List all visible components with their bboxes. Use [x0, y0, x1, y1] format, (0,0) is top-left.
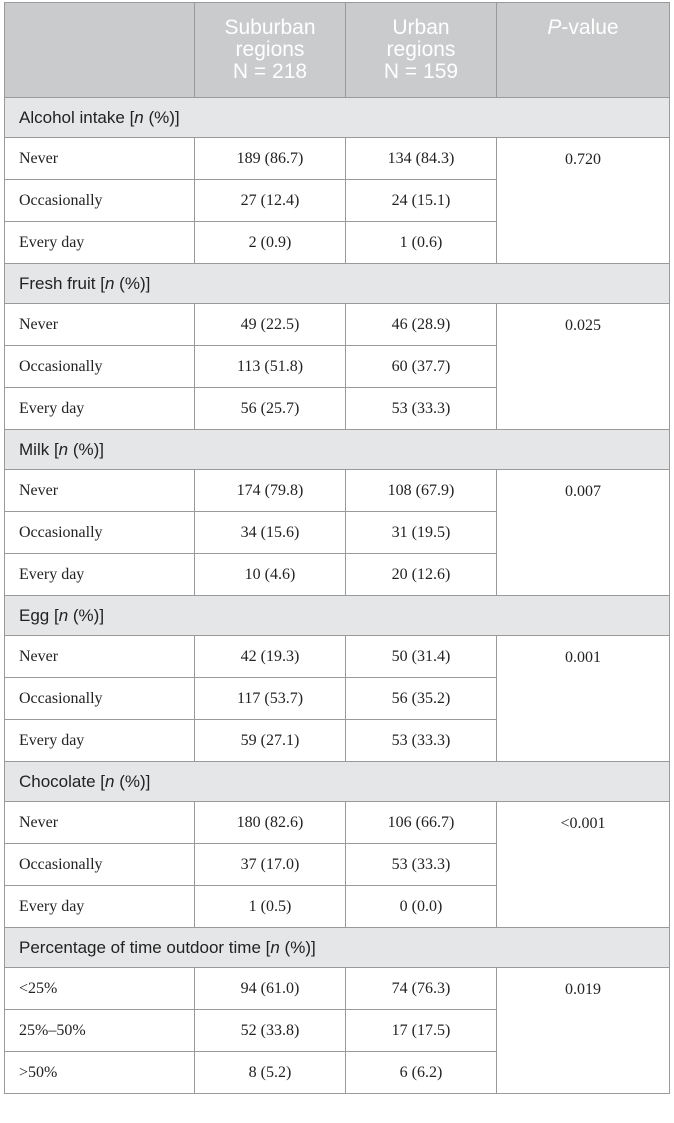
p-value: <0.001: [497, 802, 670, 928]
urban-value: 106 (66.7): [346, 802, 497, 844]
suburban-value: 52 (33.8): [195, 1010, 346, 1052]
urban-value: 60 (37.7): [346, 346, 497, 388]
table-row: [5, 968, 670, 1010]
header-suburban-line1: Suburban: [224, 16, 316, 39]
data-table: [4, 2, 670, 1094]
section-title-unit: (%)]: [143, 107, 180, 127]
urban-value: 1 (0.6): [346, 222, 497, 264]
suburban-value: 94 (61.0): [195, 968, 346, 1010]
section-row: [5, 430, 670, 470]
suburban-value: 10 (4.6): [195, 554, 346, 596]
section-title-text: Egg [: [19, 605, 59, 625]
section-title-n: n: [58, 605, 69, 625]
suburban-value: 34 (15.6): [195, 512, 346, 554]
suburban-value: 56 (25.7): [195, 388, 346, 430]
section-title-unit: (%)]: [114, 273, 151, 293]
header-p-rest: -value: [561, 16, 619, 39]
header-urban-line2: regions: [386, 38, 456, 61]
suburban-value: 27 (12.4): [195, 180, 346, 222]
table-row: [5, 636, 670, 678]
urban-value: 0 (0.0): [346, 886, 497, 928]
p-value: 0.007: [497, 470, 670, 596]
section-title: [5, 596, 670, 636]
row-label: Never: [5, 304, 195, 346]
section-title-n: n: [270, 937, 280, 957]
section-title-n: n: [104, 273, 115, 293]
urban-value: 53 (33.3): [346, 388, 497, 430]
suburban-value: 37 (17.0): [195, 844, 346, 886]
section-title: [5, 928, 670, 968]
urban-value: 53 (33.3): [346, 720, 497, 762]
section-title: [5, 264, 670, 304]
p-value: 0.001: [497, 636, 670, 762]
section-title: [5, 762, 670, 802]
row-label: Never: [5, 802, 195, 844]
row-label: Never: [5, 636, 195, 678]
row-label: Occasionally: [5, 678, 195, 720]
section-row: [5, 264, 670, 304]
suburban-value: 117 (53.7): [195, 678, 346, 720]
row-label: Every day: [5, 388, 195, 430]
header-urban-line1: Urban: [392, 16, 450, 39]
table-row: [5, 470, 670, 512]
section-row: [5, 928, 670, 968]
section-title-text: Fresh fruit [: [19, 273, 105, 293]
urban-value: 74 (76.3): [346, 968, 497, 1010]
header-p-italic: P: [547, 16, 562, 39]
section-title: [5, 98, 670, 138]
section-title-n: n: [134, 107, 144, 127]
row-label: Every day: [5, 886, 195, 928]
urban-value: 24 (15.1): [346, 180, 497, 222]
section-title-text: Milk [: [19, 439, 59, 459]
section-title-n: n: [105, 771, 115, 791]
row-label: Occasionally: [5, 512, 195, 554]
section-title-text: Alcohol intake [: [19, 107, 135, 127]
p-value: 0.025: [497, 304, 670, 430]
section-title-unit: (%)]: [114, 771, 151, 791]
section-row: [5, 98, 670, 138]
table-row: [5, 138, 670, 180]
urban-value: 17 (17.5): [346, 1010, 497, 1052]
urban-value: 31 (19.5): [346, 512, 497, 554]
urban-value: 6 (6.2): [346, 1052, 497, 1094]
row-label: Every day: [5, 720, 195, 762]
row-label: >50%: [5, 1052, 195, 1094]
header-row: [5, 3, 670, 98]
header-suburban: [195, 3, 346, 98]
urban-value: 53 (33.3): [346, 844, 497, 886]
header-p-value: [497, 3, 670, 98]
suburban-value: 42 (19.3): [195, 636, 346, 678]
row-label: 25%–50%: [5, 1010, 195, 1052]
suburban-value: 113 (51.8): [195, 346, 346, 388]
row-label: Never: [5, 138, 195, 180]
urban-value: 50 (31.4): [346, 636, 497, 678]
row-label: Never: [5, 470, 195, 512]
section-title-n: n: [58, 439, 69, 459]
section-row: [5, 596, 670, 636]
row-label: Occasionally: [5, 844, 195, 886]
header-suburban-n: N = 218: [232, 60, 308, 83]
urban-value: 134 (84.3): [346, 138, 497, 180]
suburban-value: 59 (27.1): [195, 720, 346, 762]
p-value: 0.720: [497, 138, 670, 264]
p-value: 0.019: [497, 968, 670, 1094]
row-label: Occasionally: [5, 346, 195, 388]
section-title-text: Chocolate [: [19, 771, 105, 791]
urban-value: 56 (35.2): [346, 678, 497, 720]
suburban-value: 1 (0.5): [195, 886, 346, 928]
suburban-value: 49 (22.5): [195, 304, 346, 346]
urban-value: 108 (67.9): [346, 470, 497, 512]
suburban-value: 2 (0.9): [195, 222, 346, 264]
header-suburban-line2: regions: [235, 38, 305, 61]
suburban-value: 174 (79.8): [195, 470, 346, 512]
row-label: Every day: [5, 554, 195, 596]
suburban-value: 180 (82.6): [195, 802, 346, 844]
table-row: [5, 802, 670, 844]
header-urban-n: N = 159: [383, 60, 459, 83]
section-title-unit: (%)]: [279, 937, 316, 957]
header-empty-cell: [5, 3, 195, 98]
urban-value: 46 (28.9): [346, 304, 497, 346]
urban-value: 20 (12.6): [346, 554, 497, 596]
section-title-unit: (%)]: [68, 439, 105, 459]
section-title-text: Percentage of time outdoor time [: [19, 937, 271, 957]
row-label: <25%: [5, 968, 195, 1010]
section-title: [5, 430, 670, 470]
section-row: [5, 762, 670, 802]
header-urban: [346, 3, 497, 98]
suburban-value: 189 (86.7): [195, 138, 346, 180]
row-label: Every day: [5, 222, 195, 264]
table-row: [5, 304, 670, 346]
suburban-value: 8 (5.2): [195, 1052, 346, 1094]
row-label: Occasionally: [5, 180, 195, 222]
section-title-unit: (%)]: [68, 605, 105, 625]
